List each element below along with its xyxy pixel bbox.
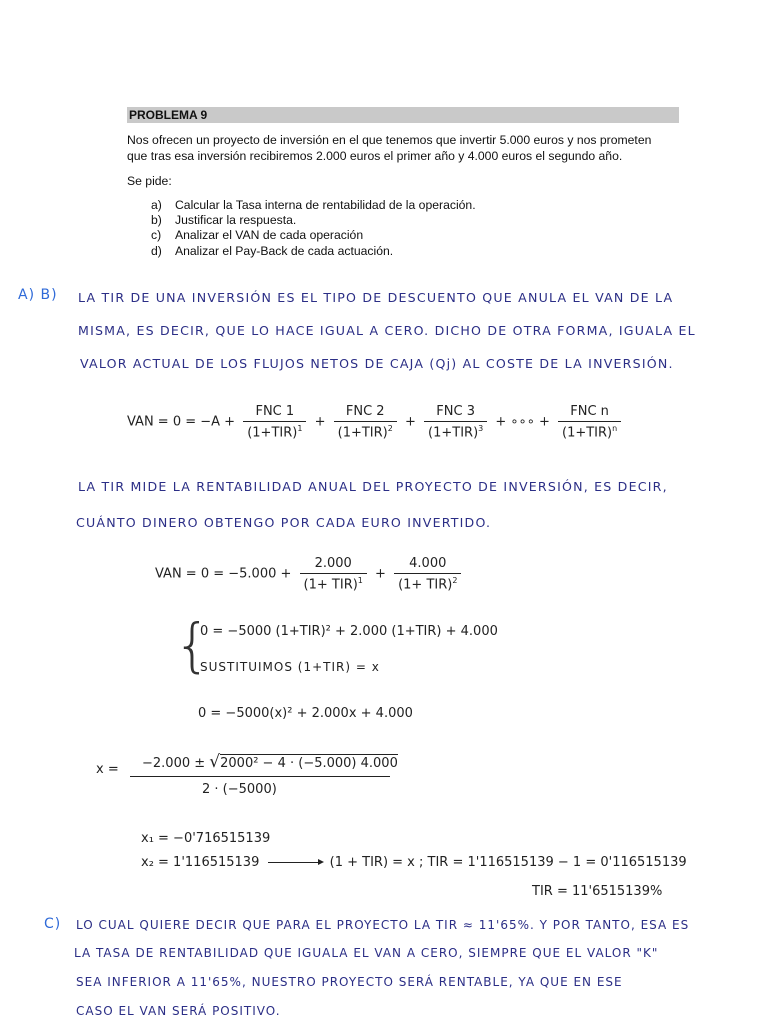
intro-line-1: Nos ofrecen un proyecto de inversión en el que tenemos que invertir 5.000 euros y nos prometen (127, 133, 652, 147)
root-x2-line: x₂ = 1'116515139 (1 + TIR) = x ; TIR = 1'116515139 − 1 = 0'116515139 (141, 855, 687, 870)
problem-title: PROBLEMA 9 (127, 107, 679, 123)
system-brace: { (174, 611, 211, 679)
intro-line-2: que tras esa inversión recibiremos 2.000 euros el primer año y 4.000 euros el segundo año. (127, 148, 623, 163)
quadratic-formula: −2.000 ± √2000² − 4 · (−5.000) 4.000 2 · (−5000) (130, 752, 390, 797)
answer-line: LO CUAL QUIERE DECIR QUE PARA EL PROYECTO LA TIR ≈ 11'65%. Y POR TANTO, ESA ES (76, 918, 690, 932)
list-item: a) Calcular la Tasa interna de rentabilidad de la operación. (151, 198, 476, 212)
system-line-1: 0 = −5000 (1+TIR)² + 2.000 (1+TIR) + 4.000 (200, 624, 498, 639)
question-list (151, 198, 476, 259)
arrow-right-icon (268, 862, 322, 863)
list-item: d) Analizar el Pay-Back de cada actuación. (151, 243, 394, 258)
root-x1: x₁ = −0'716515139 (141, 831, 271, 846)
list-item: b) Justificar la respuesta. (151, 213, 297, 228)
quadratic-denominator: 2 · (−5000) (202, 782, 277, 797)
answer-line: MISMA, ES DECIR, QUE LO HACE IGUAL A CERO. DICHO DE OTRA FORMA, IGUALA EL (78, 323, 696, 338)
answer-line: LA TIR MIDE LA RENTABILIDAD ANUAL DEL PROYECTO DE INVERSIÓN, ES DECIR, (78, 479, 668, 494)
answer-ab-label: A) B) (18, 287, 58, 303)
answer-line: CASO EL VAN SERÁ POSITIVO. (76, 1004, 281, 1018)
problem-intro (127, 133, 687, 164)
answer-c-label: C) (44, 916, 62, 932)
answer-line: CUÁNTO DINERO OBTENGO POR CADA EURO INVERTIDO. (76, 515, 492, 530)
quadratic-equation: 0 = −5000(x)² + 2.000x + 4.000 (198, 706, 413, 721)
answer-line: VALOR ACTUAL DE LOS FLUJOS NETOS DE CAJA (Qj) AL COSTE DE LA INVERSIÓN. (80, 356, 674, 371)
answer-line: LA TIR DE UNA INVERSIÓN ES EL TIPO DE DESCUENTO QUE ANULA EL VAN DE LA (78, 290, 674, 305)
general-van-formula: VAN = 0 = −A + $\frac{\text{FNC 1}}{(1+TIR)^1}$ + $\frac{\text{FNC 2}}{(1+TIR)^2}$ + $\frac{\text{FNC 3}}{(1+TIR)^3}$ + ∘∘∘ + $\frac{\text{FNC n}}{(1+TIR)^n}$ (127, 404, 625, 440)
answer-line: SEA INFERIOR A 11'65%, NUESTRO PROYECTO SERÁ RENTABLE, YA QUE EN ESE (76, 975, 623, 989)
answer-line: LA TASA DE RENTABILIDAD QUE IGUALA EL VAN A CERO, SIEMPRE QUE EL VALOR "K" (74, 946, 659, 960)
se-pide-label: Se pide: (127, 174, 172, 188)
van-equation: VAN = 0 = −5.000 + $\frac{2.000}{(1+ TIR)^1}$ + $\frac{4.000}{(1+ TIR)^2}$ (155, 556, 465, 592)
list-item: c) Analizar el VAN de cada operación (151, 228, 364, 243)
system-line-2: SUSTITUIMOS (1+TIR) = x (200, 660, 380, 674)
tir-result: TIR = 11'6515139% (532, 884, 663, 899)
x-label: x = (96, 762, 119, 777)
